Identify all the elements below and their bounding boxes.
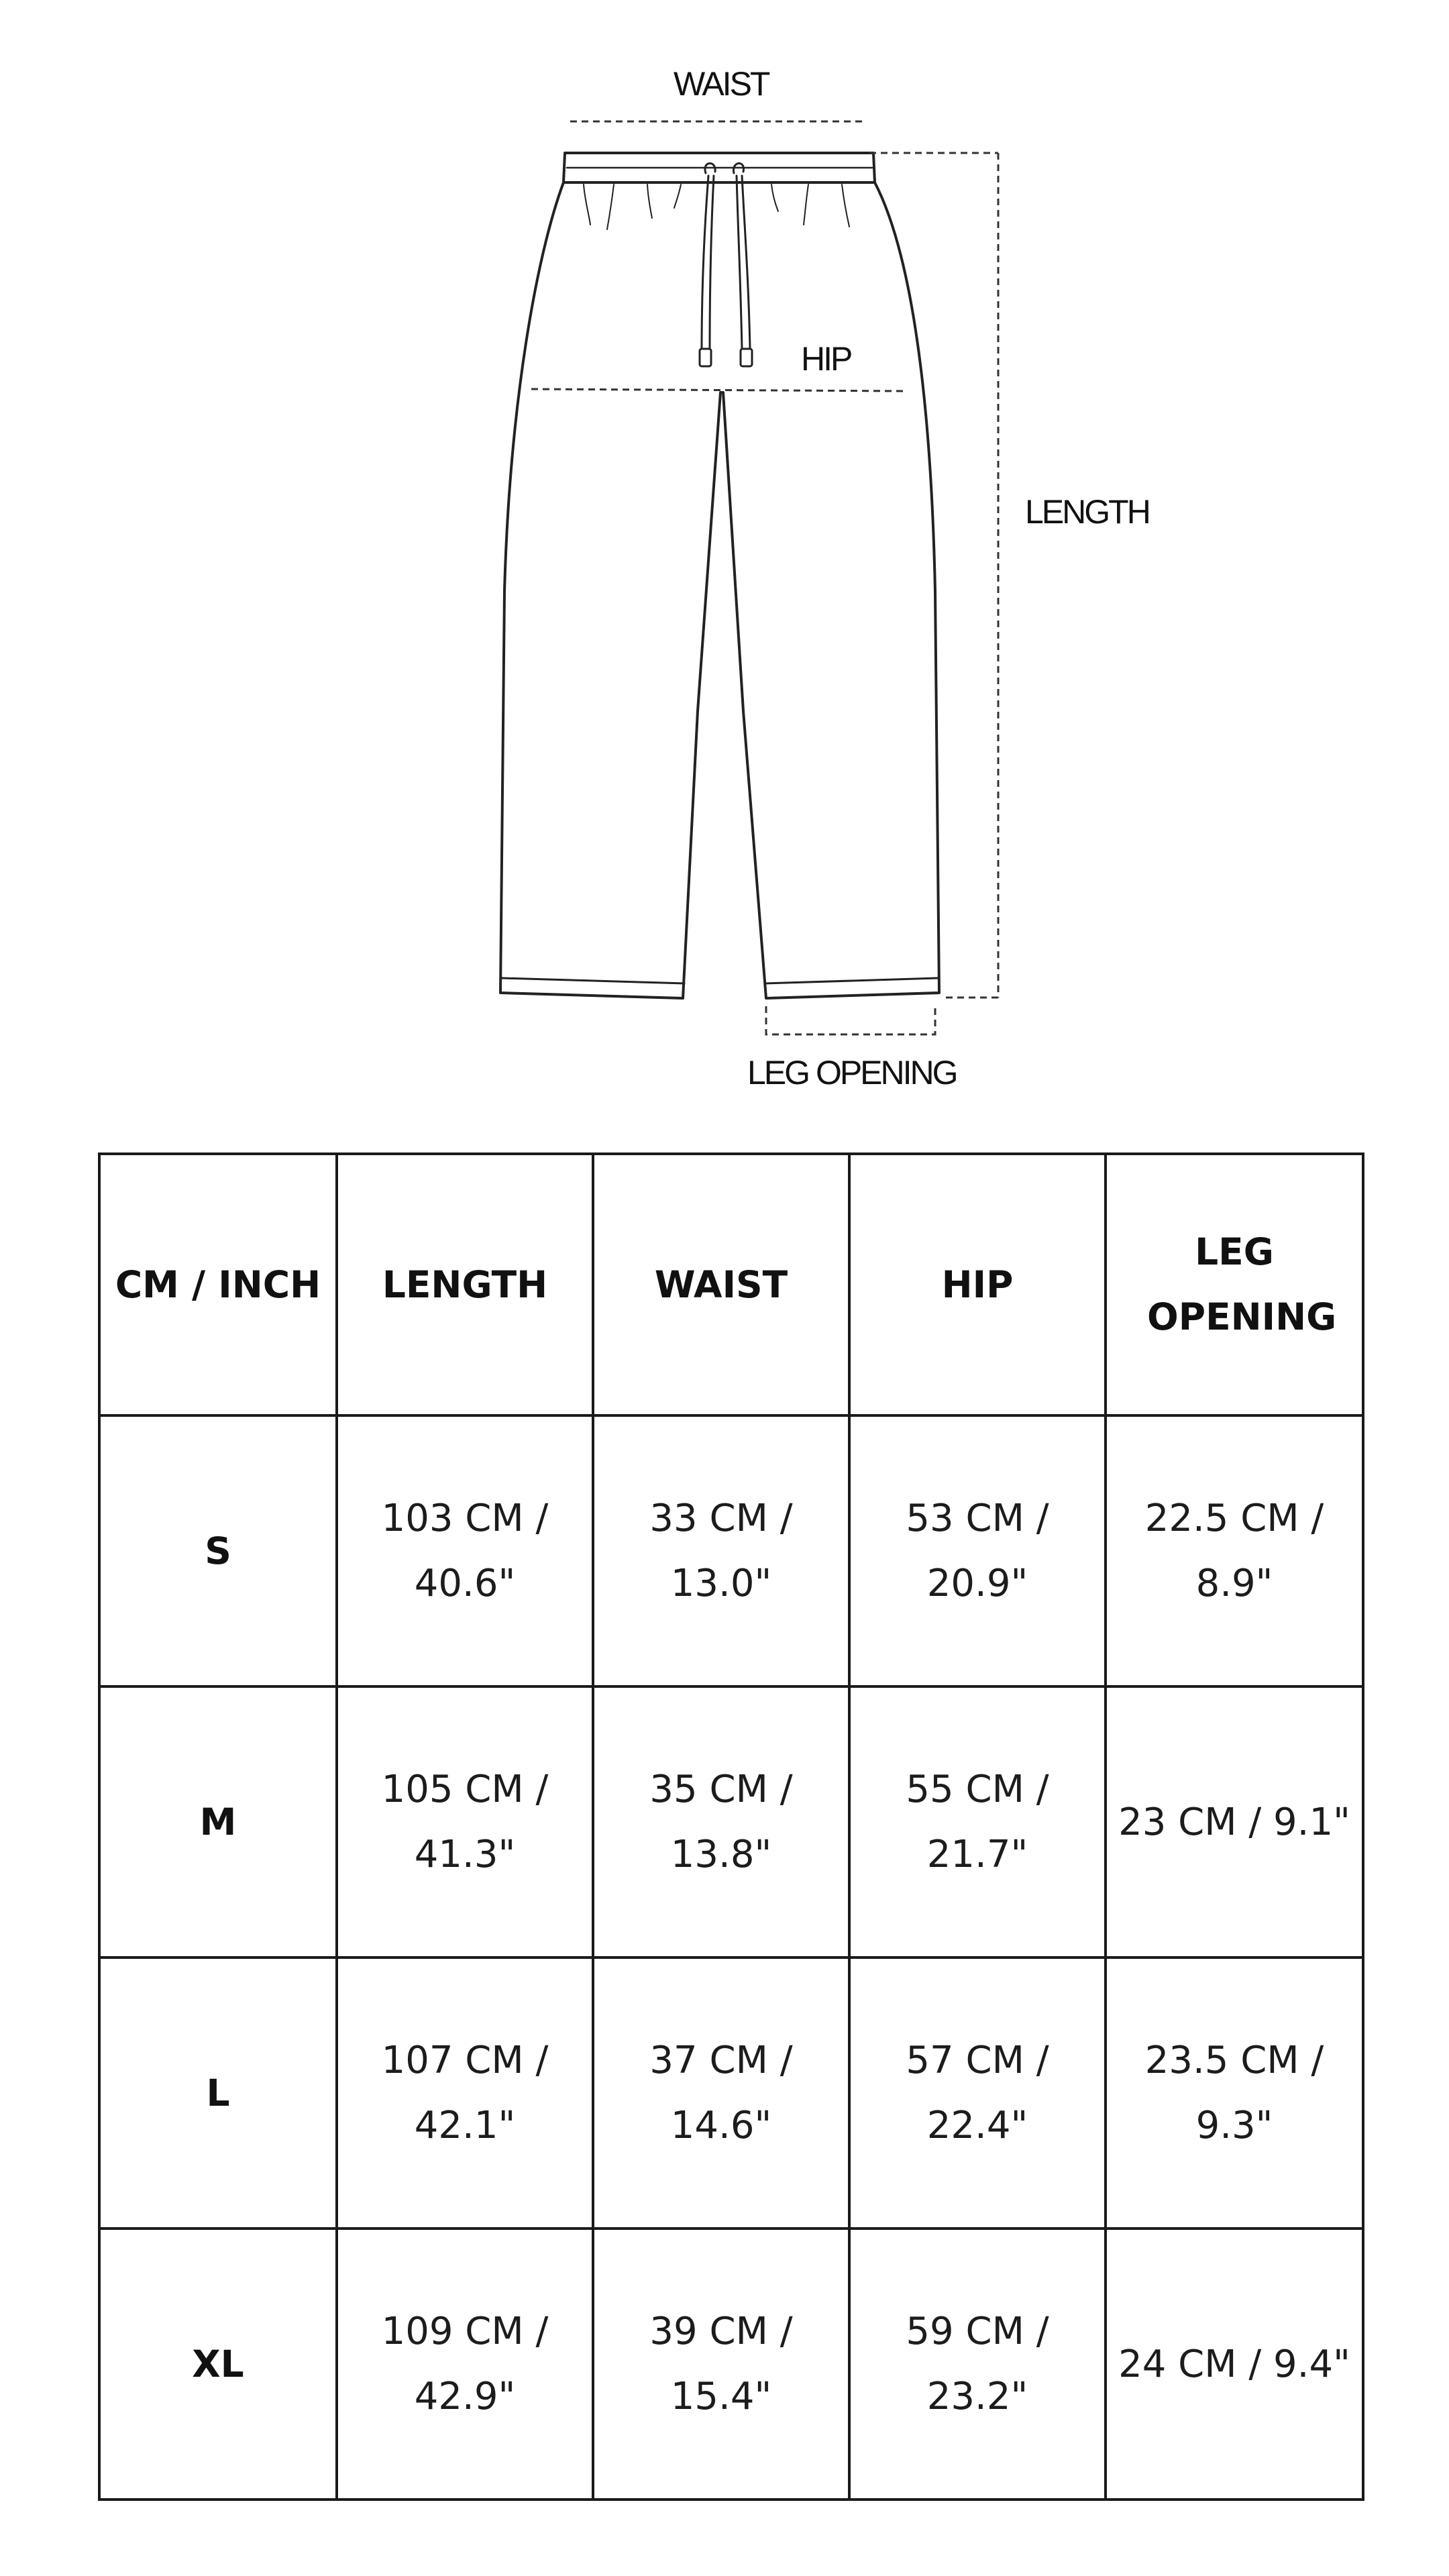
table-row	[99, 1415, 1363, 1686]
header-waist: WAIST	[593, 1154, 849, 1415]
length-cell: 109 CM / 42.9"	[337, 2229, 593, 2500]
table-row	[99, 2229, 1363, 2500]
leg-opening-cell: 22.5 CM / 8.9"	[1106, 1415, 1363, 1686]
pants-measurement-diagram	[0, 0, 1449, 1127]
leg-opening-label: LEG OPENING	[747, 1054, 957, 1091]
header-length: LENGTH	[337, 1154, 593, 1415]
hip-cell: 59 CM / 23.2"	[849, 2229, 1106, 2500]
hip-cell: 55 CM / 21.7"	[849, 1686, 1106, 1957]
length-cell: 107 CM / 42.1"	[337, 1957, 593, 2229]
waist-cell: 37 CM / 14.6"	[593, 1957, 849, 2229]
table-header-row	[99, 1154, 1363, 1415]
hip-label: HIP	[801, 340, 851, 378]
length-label: LENGTH	[1025, 493, 1149, 531]
length-cell: 105 CM / 41.3"	[337, 1686, 593, 1957]
size-cell: M	[99, 1686, 337, 1957]
size-cell: S	[99, 1415, 337, 1686]
header-hip: HIP	[849, 1154, 1106, 1415]
leg-opening-cell: 23 CM / 9.1"	[1106, 1686, 1363, 1957]
size-cell: XL	[99, 2229, 337, 2500]
header-unit: CM / INCH	[99, 1154, 337, 1415]
waist-label: WAIST	[674, 65, 769, 103]
length-cell: 103 CM / 40.6"	[337, 1415, 593, 1686]
pants-illustration	[0, 0, 1449, 1127]
hip-cell: 53 CM / 20.9"	[849, 1415, 1106, 1686]
size-cell: L	[99, 1957, 337, 2229]
table-row	[99, 1686, 1363, 1957]
waist-cell: 35 CM / 13.8"	[593, 1686, 849, 1957]
waist-cell: 33 CM / 13.0"	[593, 1415, 849, 1686]
size-chart-table	[98, 1152, 1364, 2501]
leg-opening-cell: 24 CM / 9.4"	[1106, 2229, 1363, 2500]
waist-cell: 39 CM / 15.4"	[593, 2229, 849, 2500]
leg-opening-cell: 23.5 CM / 9.3"	[1106, 1957, 1363, 2229]
header-leg-opening: LEG OPENING	[1106, 1154, 1363, 1415]
hip-cell: 57 CM / 22.4"	[849, 1957, 1106, 2229]
table-row	[99, 1957, 1363, 2229]
